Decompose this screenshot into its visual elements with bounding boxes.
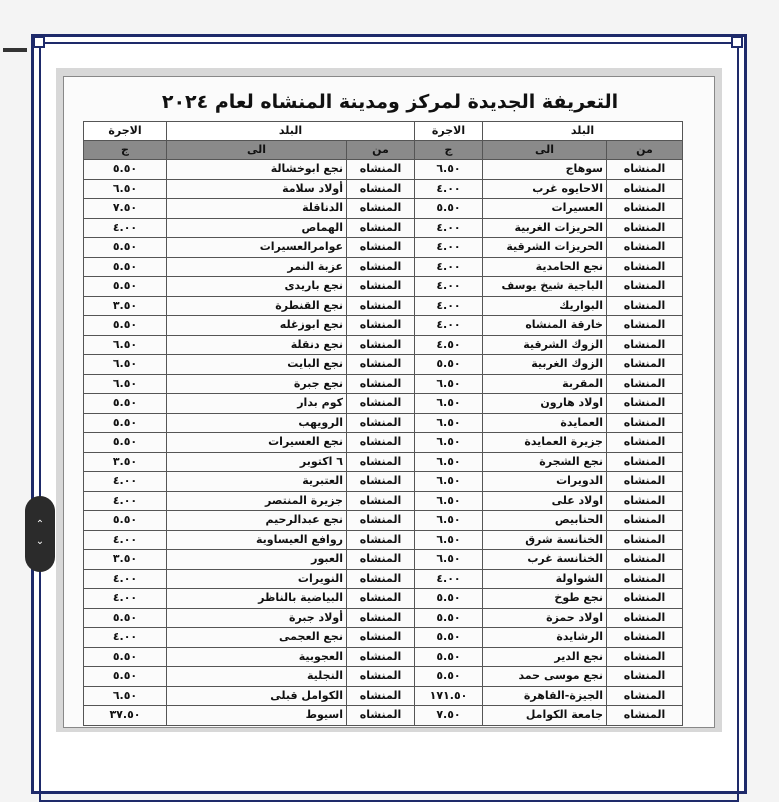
destination-cell: روافع العيساوية (167, 530, 347, 550)
from-cell: المنشاه (607, 413, 683, 433)
currency-header-left: ج (84, 141, 167, 160)
destination-cell: العتبرية (167, 472, 347, 492)
fare-cell: ٤.٠٠ (415, 238, 483, 258)
from-cell: المنشاه (607, 433, 683, 453)
destination-cell: الدناقلة (167, 199, 347, 219)
fare-cell: ٤.٠٠ (84, 569, 167, 589)
from-cell: المنشاه (607, 472, 683, 492)
destination-cell: الزوك الشرقية (483, 335, 607, 355)
from-cell: المنشاه (347, 374, 415, 394)
fare-cell: ٥.٥٠ (84, 647, 167, 667)
from-cell: المنشاه (347, 511, 415, 531)
destination-cell: اسيوط (167, 706, 347, 726)
from-cell: المنشاه (347, 647, 415, 667)
from-cell: المنشاه (347, 257, 415, 277)
table-row (84, 277, 683, 297)
destination-cell: العمايدة (483, 413, 607, 433)
fare-cell: ٦.٥٠ (415, 472, 483, 492)
from-cell: المنشاه (347, 179, 415, 199)
table-row (84, 160, 683, 180)
from-cell: المنشاه (347, 706, 415, 726)
destination-cell: نجع ابوزغله (167, 316, 347, 336)
from-cell: المنشاه (607, 316, 683, 336)
table-row (84, 530, 683, 550)
fare-cell: ٣.٥٠ (84, 452, 167, 472)
scroll-control[interactable] (25, 496, 55, 572)
destination-cell: الخنانسة غرب (483, 550, 607, 570)
fare-cell: ٤.٠٠ (84, 491, 167, 511)
table-row (84, 550, 683, 570)
fare-cell: ٦.٥٠ (84, 374, 167, 394)
fare-cell: ٥.٥٠ (84, 238, 167, 258)
fare-table (83, 121, 683, 726)
destination-cell: الاحايوه غرب (483, 179, 607, 199)
destination-cell: أولاد سلامة (167, 179, 347, 199)
fare-header-right: الاجرة (415, 122, 483, 141)
currency-header-right: ج (415, 141, 483, 160)
destination-cell: الكوامل قبلى (167, 686, 347, 706)
table-row (84, 179, 683, 199)
table-row (84, 355, 683, 375)
from-cell: المنشاه (347, 452, 415, 472)
destination-cell: اولاد على (483, 491, 607, 511)
table-row (84, 199, 683, 219)
destination-cell: نجع الشجرة (483, 452, 607, 472)
table-row (84, 296, 683, 316)
table-row (84, 706, 683, 726)
fare-cell: ٦.٥٠ (415, 394, 483, 414)
frame-corner-ornament (33, 36, 45, 48)
fare-cell: ٤.٠٠ (415, 179, 483, 199)
fare-cell: ٥.٥٠ (415, 199, 483, 219)
fare-cell: ٧.٥٠ (415, 706, 483, 726)
destination-cell: الجيزة-القاهرة (483, 686, 607, 706)
from-cell: المنشاه (607, 530, 683, 550)
table-row (84, 569, 683, 589)
table-row (84, 686, 683, 706)
fare-cell: ٦.٥٠ (84, 335, 167, 355)
to-header-left: الى (167, 141, 347, 160)
destination-cell: الهماص (167, 218, 347, 238)
table-row (84, 472, 683, 492)
destination-cell: الخنانسة شرق (483, 530, 607, 550)
fare-cell: ٥.٥٠ (84, 433, 167, 453)
destination-cell: اولاد هارون (483, 394, 607, 414)
fare-cell: ٦.٥٠ (415, 374, 483, 394)
destination-cell: عوامرالعسيرات (167, 238, 347, 258)
destination-cell: الحريزات الشرقية (483, 238, 607, 258)
from-header-right: من (607, 141, 683, 160)
from-cell: المنشاه (607, 160, 683, 180)
fare-cell: ٥.٥٠ (415, 628, 483, 648)
from-cell: المنشاه (347, 433, 415, 453)
destination-cell: نجع دنقلة (167, 335, 347, 355)
destination-cell: المقربة (483, 374, 607, 394)
fare-cell: ٦.٥٠ (415, 530, 483, 550)
fare-cell: ٦.٥٠ (415, 511, 483, 531)
fare-cell: ٥.٥٠ (84, 277, 167, 297)
fare-cell: ٦.٥٠ (84, 355, 167, 375)
table-row (84, 491, 683, 511)
destination-cell: البواريك (483, 296, 607, 316)
destination-cell: نجع البايت (167, 355, 347, 375)
table-row (84, 257, 683, 277)
fare-cell: ٥.٥٠ (84, 394, 167, 414)
from-cell: المنشاه (347, 160, 415, 180)
from-header-left: من (347, 141, 415, 160)
from-cell: المنشاه (347, 413, 415, 433)
from-cell: المنشاه (607, 238, 683, 258)
to-header-right: الى (483, 141, 607, 160)
destination-cell: جامعة الكوامل (483, 706, 607, 726)
destination-cell: نجع عبدالرحيم (167, 511, 347, 531)
destination-cell: نجع باريدى (167, 277, 347, 297)
from-cell: المنشاه (347, 238, 415, 258)
table-row (84, 628, 683, 648)
from-cell: المنشاه (347, 277, 415, 297)
page-bottom-area (56, 732, 722, 768)
destination-cell: اولاد حمزة (483, 608, 607, 628)
from-cell: المنشاه (607, 628, 683, 648)
table-row (84, 374, 683, 394)
fare-cell: ٥.٥٠ (84, 511, 167, 531)
from-cell: المنشاه (607, 686, 683, 706)
fare-cell: ٧.٥٠ (84, 199, 167, 219)
destination-cell: أولاد جبرة (167, 608, 347, 628)
from-cell: المنشاه (607, 199, 683, 219)
destination-cell: نجع القنطرة (167, 296, 347, 316)
from-cell: المنشاه (607, 706, 683, 726)
table-row (84, 433, 683, 453)
fare-cell: ٦.٥٠ (415, 452, 483, 472)
from-cell: المنشاه (347, 530, 415, 550)
destination-cell: الباجية شيخ يوسف (483, 277, 607, 297)
destination-cell: نجع الدير (483, 647, 607, 667)
from-cell: المنشاه (347, 589, 415, 609)
from-cell: المنشاه (607, 589, 683, 609)
destination-cell: خارقة المنشاه (483, 316, 607, 336)
town-header-left: البلد (167, 122, 415, 141)
table-row (84, 218, 683, 238)
fare-cell: ٤.٠٠ (415, 218, 483, 238)
destination-cell: نجع طوخ (483, 589, 607, 609)
table-sub-header (84, 141, 683, 160)
fare-cell: ٥.٥٠ (84, 608, 167, 628)
from-cell: المنشاه (347, 472, 415, 492)
destination-cell: نجع جبرة (167, 374, 347, 394)
destination-cell: العجوبية (167, 647, 347, 667)
table-row (84, 667, 683, 687)
table-row (84, 647, 683, 667)
destination-cell: كوم بدار (167, 394, 347, 414)
from-cell: المنشاه (347, 316, 415, 336)
table-row (84, 589, 683, 609)
from-cell: المنشاه (607, 550, 683, 570)
document-title: التعريفة الجديدة لمركز ومدينة المنشاه لعام ٢٠٢٤ (161, 91, 619, 113)
fare-cell: ٥.٥٠ (84, 316, 167, 336)
from-cell: المنشاه (347, 608, 415, 628)
table-row (84, 335, 683, 355)
from-cell: المنشاه (347, 686, 415, 706)
from-cell: المنشاه (607, 452, 683, 472)
destination-cell: عزبة النمر (167, 257, 347, 277)
from-cell: المنشاه (607, 218, 683, 238)
destination-cell: نجع الحامدية (483, 257, 607, 277)
fare-cell: ١٧١.٥٠ (415, 686, 483, 706)
destination-cell: نجع العجمى (167, 628, 347, 648)
destination-cell: جزيرة المنتصر (167, 491, 347, 511)
from-cell: المنشاه (347, 491, 415, 511)
destination-cell: جزيرة العمايدة (483, 433, 607, 453)
fare-cell: ٦.٥٠ (84, 686, 167, 706)
table-row (84, 511, 683, 531)
table-row (84, 316, 683, 336)
town-header-right: البلد (483, 122, 683, 141)
fare-cell: ٤.٠٠ (415, 257, 483, 277)
fare-cell: ٥.٥٠ (415, 667, 483, 687)
fare-cell: ٤.٠٠ (84, 628, 167, 648)
destination-cell: نجع ابوخشالة (167, 160, 347, 180)
destination-cell: العبور (167, 550, 347, 570)
fare-cell: ٦.٥٠ (415, 491, 483, 511)
from-cell: المنشاه (347, 296, 415, 316)
from-cell: المنشاه (607, 647, 683, 667)
from-cell: المنشاه (607, 569, 683, 589)
fare-cell: ٣.٥٠ (84, 296, 167, 316)
from-cell: المنشاه (607, 511, 683, 531)
destination-cell: الرويهب (167, 413, 347, 433)
from-cell: المنشاه (347, 218, 415, 238)
fare-cell: ٤.٥٠ (415, 335, 483, 355)
destination-cell: الشواولة (483, 569, 607, 589)
fare-cell: ٦.٥٠ (415, 413, 483, 433)
fare-cell: ٦.٥٠ (415, 160, 483, 180)
fare-cell: ٤.٠٠ (84, 589, 167, 609)
fare-cell: ٦.٥٠ (415, 550, 483, 570)
fare-cell: ٥.٥٠ (84, 160, 167, 180)
chevron-up-icon[interactable]: ⌃ (35, 519, 45, 530)
fare-cell: ٦.٥٠ (415, 433, 483, 453)
fare-cell: ٥.٥٠ (415, 608, 483, 628)
from-cell: المنشاه (347, 355, 415, 375)
edge-mark (3, 48, 27, 52)
destination-cell: النويرات (167, 569, 347, 589)
from-cell: المنشاه (347, 394, 415, 414)
table-row (84, 394, 683, 414)
destination-cell: نجع موسى حمد (483, 667, 607, 687)
fare-header-left: الاجرة (84, 122, 167, 141)
chevron-down-icon[interactable]: ⌄ (35, 536, 45, 547)
from-cell: المنشاه (347, 335, 415, 355)
destination-cell: النجلية (167, 667, 347, 687)
from-cell: المنشاه (607, 355, 683, 375)
from-cell: المنشاه (607, 374, 683, 394)
destination-cell: سوهاج (483, 160, 607, 180)
from-cell: المنشاه (607, 335, 683, 355)
from-cell: المنشاه (347, 199, 415, 219)
fare-cell: ٥.٥٠ (84, 413, 167, 433)
destination-cell: الدويرات (483, 472, 607, 492)
frame-corner-ornament (731, 36, 743, 48)
fare-cell: ٤.٠٠ (415, 316, 483, 336)
destination-cell: ٦ اكتوبر (167, 452, 347, 472)
table-row (84, 608, 683, 628)
fare-cell: ٤.٠٠ (84, 472, 167, 492)
fare-cell: ٥.٥٠ (415, 355, 483, 375)
fare-cell: ٦.٥٠ (84, 179, 167, 199)
destination-cell: نجع العسيرات (167, 433, 347, 453)
destination-cell: الرشايدة (483, 628, 607, 648)
fare-cell: ٤.٠٠ (84, 218, 167, 238)
from-cell: المنشاه (607, 277, 683, 297)
from-cell: المنشاه (347, 550, 415, 570)
fare-cell: ٣٧.٥٠ (84, 706, 167, 726)
fare-cell: ٤.٠٠ (84, 530, 167, 550)
from-cell: المنشاه (607, 491, 683, 511)
destination-cell: العسيرات (483, 199, 607, 219)
from-cell: المنشاه (347, 667, 415, 687)
table-row (84, 238, 683, 258)
destination-cell: الحنابيص (483, 511, 607, 531)
fare-table-body (84, 160, 683, 726)
destination-cell: البياضية بالناظر (167, 589, 347, 609)
fare-cell: ٥.٥٠ (84, 257, 167, 277)
fare-cell: ٥.٥٠ (415, 589, 483, 609)
from-cell: المنشاه (607, 394, 683, 414)
fare-cell: ٣.٥٠ (84, 550, 167, 570)
table-group-header (84, 122, 683, 141)
from-cell: المنشاه (607, 667, 683, 687)
destination-cell: الحريزات الغربية (483, 218, 607, 238)
from-cell: المنشاه (607, 608, 683, 628)
fare-cell: ٤.٠٠ (415, 569, 483, 589)
from-cell: المنشاه (607, 179, 683, 199)
fare-cell: ٤.٠٠ (415, 296, 483, 316)
from-cell: المنشاه (347, 628, 415, 648)
destination-cell: الزوك الغربية (483, 355, 607, 375)
table-row (84, 413, 683, 433)
fare-cell: ٤.٠٠ (415, 277, 483, 297)
table-row (84, 452, 683, 472)
from-cell: المنشاه (347, 569, 415, 589)
from-cell: المنشاه (607, 296, 683, 316)
fare-cell: ٥.٥٠ (84, 667, 167, 687)
fare-cell: ٥.٥٠ (415, 647, 483, 667)
from-cell: المنشاه (607, 257, 683, 277)
